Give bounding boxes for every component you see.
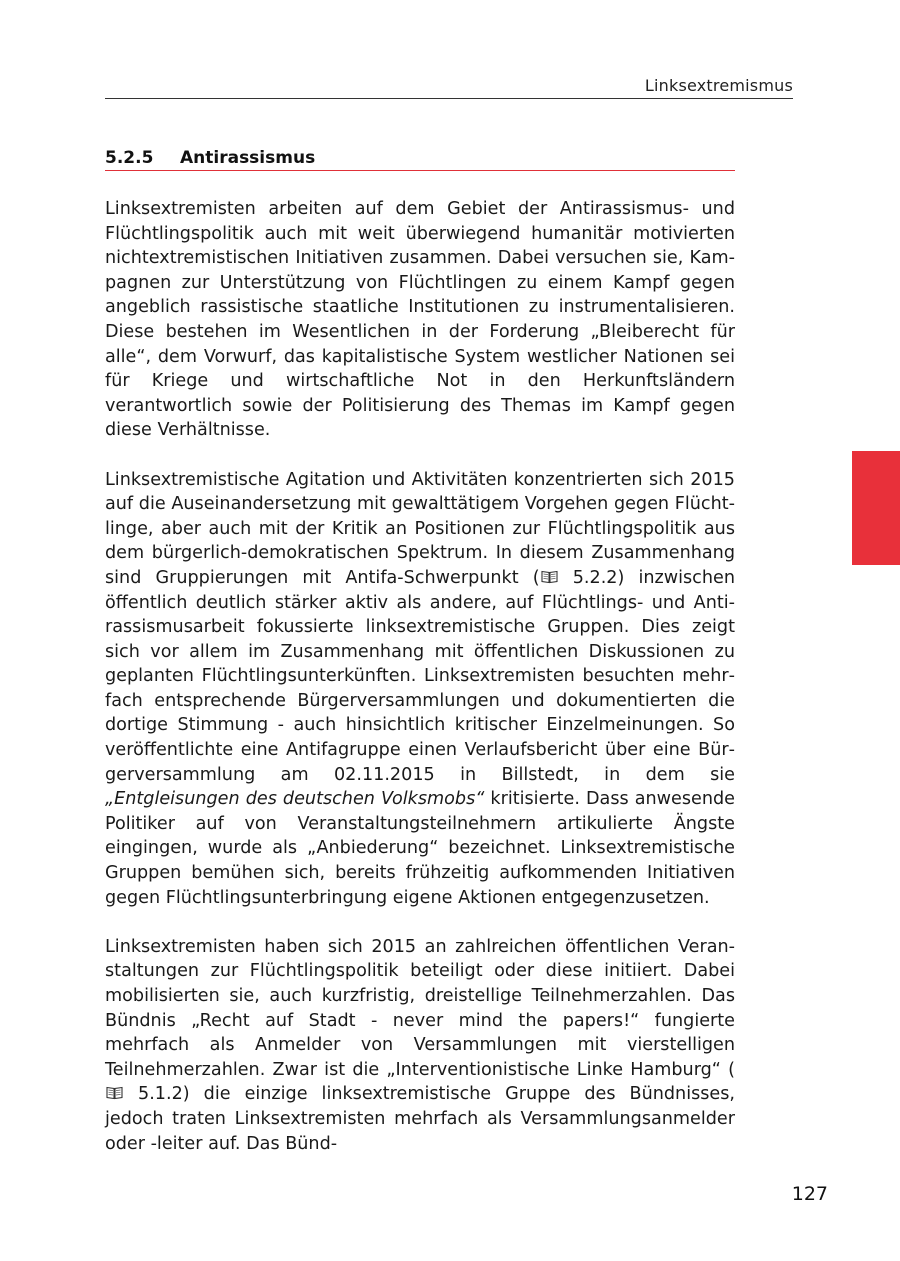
paragraph-2	[105, 468, 735, 911]
page-number: 127	[791, 1183, 828, 1205]
body-text	[105, 197, 735, 1181]
chapter-tab	[852, 451, 900, 565]
section-title: Antirassismus	[180, 148, 316, 168]
paragraph-2-part-a: Linksextremistische Agitation und Aktivitäten konzentrierten sich 2015 auf die Auseinandersetzung mit gewalttätigem Vorgehen gegen Flüchtlinge, aber auch mit der Kritik an Positionen zur Flüchtlingspolitik aus dem bürgerlich-demokratischen Spektrum. In diesem Zusammenhang sind Gruppierungen mit Antifa-Schwerpunkt (	[105, 469, 735, 588]
paragraph-3-part-b: ) die einzige linksextremistische Gruppe des Bündnisses, jedoch traten Linksextremisten mehrfach als Versammlungsanmelder oder -leiter auf. Das Bünd-	[105, 1084, 735, 1154]
paragraph-2-part-b: ) inzwischen öffentlich deutlich stärker aktiv als andere, auf Flüchtlings- und Antirassismusarbeit fokussierte linksextremistische Gruppen. Dies zeigt sich vor allem im Zusammenhang mit öffentlichen Diskussionen zu geplanten Flüchtlingsunterkünften. Linksextremisten besuchten mehrfach entsprechende Bürgerversammlungen und dokumentierten die dortige Stimmung - auch hinsichtlich kritischer Einzelmeinungen. So veröffentlichte eine Antifagruppe einen Verlaufsbericht über eine Bürgerversammlung am 02.11.2015 in Billstedt, in dem sie	[105, 567, 735, 785]
running-head: Linksextremismus	[644, 76, 793, 95]
cross-reference-5-1-2[interactable]: 5.1.2	[138, 1084, 183, 1105]
section-rule	[105, 170, 735, 171]
book-icon	[541, 569, 558, 584]
cross-reference-5-2-2[interactable]: 5.2.2	[572, 567, 618, 588]
section-number: 5.2.5	[105, 148, 154, 168]
paragraph-1: Linksextremisten arbeiten auf dem Gebiet der Antirassismus- und Flüchtlingspolitik auch mit weit überwiegend humanitär motivierten nichtextremistischen Initiativen zusammen. Dabei versuchen sie, Kampagnen zur Unterstützung von Flüchtlingen zu einem Kampf gegen angeblich rassistische staatliche Institutionen zu instrumentalisieren. Diese bestehen im Wesentlichen in der Forderung „Bleiberecht für alle“, dem Vorwurf, das kapitalistische System westlicher Nationen sei für Kriege und wirtschaftliche Not in den Herkunftsländern verantwortlich sowie der Politisierung des Themas im Kampf gegen diese Verhältnisse.	[105, 199, 735, 441]
section-heading	[105, 148, 735, 168]
paragraph-3	[105, 935, 735, 1156]
quote-entgleisungen: „Entgleisungen des deutschen Volksmobs“	[105, 789, 485, 810]
header-rule	[105, 98, 793, 99]
paragraph-3-part-a: Linksextremisten haben sich 2015 an zahlreichen öffentlichen Veranstaltungen zur Flüchtlingspolitik beteiligt oder diese initiiert. Dabei mobilisierten sie, auch kurzfristig, dreistellige Teilnehmerzahlen. Das Bündnis „Recht auf Stadt - never mind the papers!“ fungierte mehrfach als Anmelder von Versammlungen mit vierstelligen Teilnehmerzahlen. Zwar ist die „Interventionistische Linke Hamburg“ (	[105, 936, 735, 1080]
book-icon	[106, 1085, 123, 1100]
paragraph-2-part-c: kritisierte. Dass anwesende Politiker auf von Veranstaltungsteilnehmern artikulierte Ängste eingingen, wurde als „Anbiederung“ bezeichnet. Linksextremistische Gruppen bemühen sich, bereits frühzeitig aufkommenden Initiativen gegen Flüchtlingsunterbringung eigene Aktionen entgegenzusetzen.	[105, 789, 735, 908]
